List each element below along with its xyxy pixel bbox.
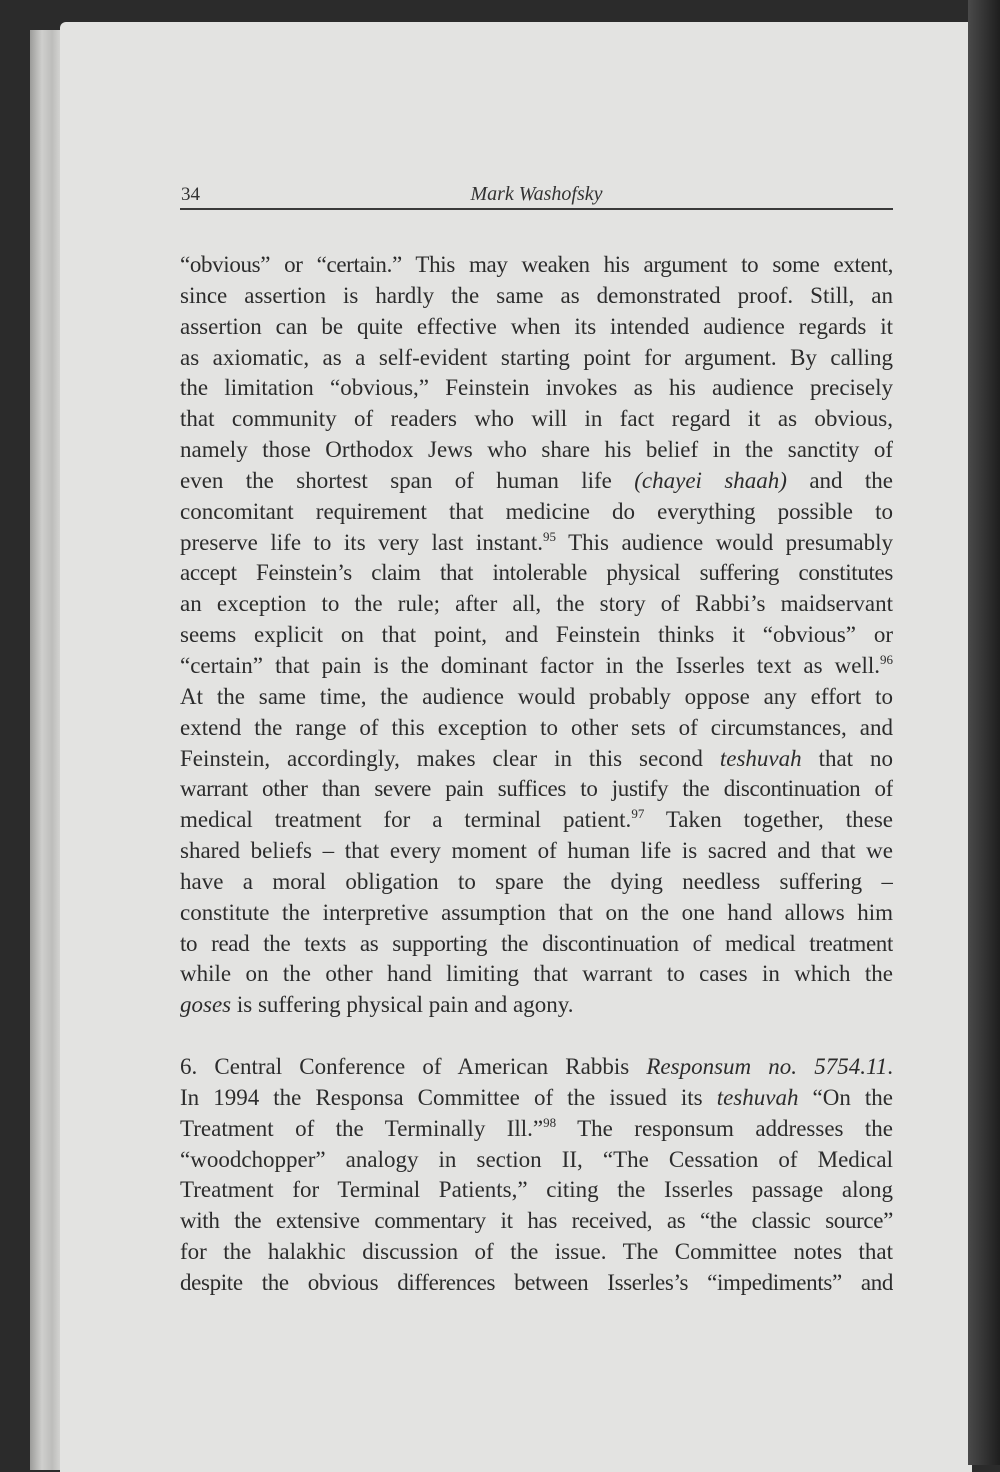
text-run: Feinstein, accordingly, makes clear in this second <box>180 745 720 771</box>
text-run: is suffering physical pain and agony. <box>231 992 574 1018</box>
text-line <box>180 836 893 867</box>
text-run: shared beliefs – that every moment of human life is sacred and that we <box>180 838 893 864</box>
italic-text: teshuvah <box>716 1084 799 1110</box>
text-run: preserve life to its very last instant. <box>180 529 544 555</box>
text-line <box>180 867 893 898</box>
text-line <box>180 281 893 312</box>
text-line <box>180 744 893 775</box>
text-line <box>180 1206 893 1237</box>
text-run: that community of readers who will in fact regard it as obvious, <box>180 406 893 432</box>
text-run: have a moral obligation to spare the dying needless suffering – <box>180 868 893 894</box>
footnote-ref[interactable]: 98 <box>543 1114 557 1130</box>
footnote-ref[interactable]: 97 <box>631 806 645 822</box>
text-line <box>180 1052 893 1083</box>
text-run: with the extensive commentary it has received, as “the classic source” <box>180 1208 893 1234</box>
italic-text: Responsum no. 5754.11 <box>646 1054 888 1080</box>
text-run: even the shortest span of human life <box>180 467 635 493</box>
text-run: since assertion is hardly the same as demonstrated proof. Still, an <box>180 282 893 308</box>
book-spine-shadow <box>968 0 1000 1465</box>
text-line <box>180 898 893 929</box>
text-line <box>180 929 893 960</box>
text-line <box>180 1083 893 1114</box>
text-line <box>180 589 893 620</box>
text-run: an exception to the rule; after all, the story of Rabbi’s maidservant <box>180 591 893 617</box>
text-run: medical treatment for a terminal patient. <box>180 807 632 833</box>
text-line <box>180 1237 893 1268</box>
paragraph-gap <box>180 1021 893 1052</box>
text-line <box>180 312 893 343</box>
text-run: “obvious” or “certain.” This may weaken his argument to some extent, <box>180 252 893 277</box>
text-line <box>180 805 893 836</box>
text-run: At the same time, the audience would probably oppose any effort to <box>180 683 893 709</box>
text-run: the limitation “obvious,” Feinstein invokes as his audience precisely <box>180 375 893 401</box>
text-run: In 1994 the Responsa Committee of the issued its <box>180 1084 717 1110</box>
text-line <box>180 558 893 589</box>
text-run: accept Feinstein’s claim that intolerable physical suffering constitutes <box>180 560 893 586</box>
text-run: Treatment for Terminal Patients,” citing the Isserles passage along <box>180 1177 893 1203</box>
text-line <box>180 1268 893 1299</box>
text-run: This audience would presumably <box>556 529 893 555</box>
text-run: to read the texts as supporting the discontinuation of medical treatment <box>180 930 893 956</box>
italic-text: goses <box>180 992 232 1018</box>
page-number: 34 <box>181 184 200 205</box>
text-run: that no <box>801 745 893 771</box>
text-line <box>180 373 893 404</box>
text-line <box>180 497 893 528</box>
text-run: “certain” that pain is the dominant factor in the Isserles text as well. <box>180 652 880 678</box>
text-line <box>180 959 893 990</box>
text-line <box>180 774 893 805</box>
text-run: extend the range of this exception to other sets of circumstances, and <box>180 714 893 740</box>
text-line <box>180 1145 893 1176</box>
text-run: concomitant requirement that medicine do everything possible to <box>180 498 893 524</box>
text-run: Taken together, these <box>644 807 893 833</box>
text-run: namely those Orthodox Jews who share his belief in the sanctity of <box>180 437 893 463</box>
text-line <box>180 682 893 713</box>
text-line <box>180 528 893 559</box>
text-line <box>180 620 893 651</box>
text-run: and the <box>786 467 893 493</box>
text-line <box>180 435 893 466</box>
header-rule <box>180 208 893 210</box>
body-text <box>180 250 893 1299</box>
paragraph <box>180 250 893 1021</box>
text-line <box>180 713 893 744</box>
text-run: constitute the interpretive assumption that on the one hand allows him <box>180 899 893 925</box>
text-line <box>180 466 893 497</box>
text-run: “On the <box>798 1084 893 1110</box>
text-run: assertion can be quite effective when its intended audience regards it <box>180 313 893 339</box>
running-title: Mark Washofsky <box>470 183 603 205</box>
text-run: The responsum addresses the <box>556 1115 893 1141</box>
text-run: for the halakhic discussion of the issue. The Committee notes that <box>180 1239 893 1265</box>
text-run: . <box>887 1054 893 1080</box>
paragraph <box>180 1052 893 1299</box>
text-line <box>180 651 893 682</box>
text-run: despite the obvious differences between Isserles’s “impediments” and <box>180 1270 893 1295</box>
text-run: seems explicit on that point, and Feinstein thinks it “obvious” or <box>180 622 893 648</box>
italic-text: teshuvah <box>719 745 802 771</box>
text-run: while on the other hand limiting that warrant to cases in which the <box>180 961 893 987</box>
text-line <box>180 250 893 281</box>
text-run: as axiomatic, as a self-evident starting point for argument. By calling <box>180 344 893 370</box>
footnote-ref[interactable]: 95 <box>543 528 557 544</box>
footnote-ref[interactable]: 96 <box>880 651 893 667</box>
text-line <box>180 343 893 374</box>
text-run: 6. Central Conference of American Rabbis <box>180 1054 647 1080</box>
text-run: “woodchopper” analogy in section II, “The Cessation of Medical <box>180 1146 893 1172</box>
text-line <box>180 1175 893 1206</box>
text-line <box>180 990 893 1021</box>
text-run: warrant other than severe pain suffices to justify the discontinuation of <box>180 776 893 802</box>
text-run: Treatment of the Terminally Ill.” <box>180 1115 544 1141</box>
text-line <box>180 404 893 435</box>
text-line <box>180 1114 893 1145</box>
italic-text: (chayei shaah) <box>634 467 787 493</box>
